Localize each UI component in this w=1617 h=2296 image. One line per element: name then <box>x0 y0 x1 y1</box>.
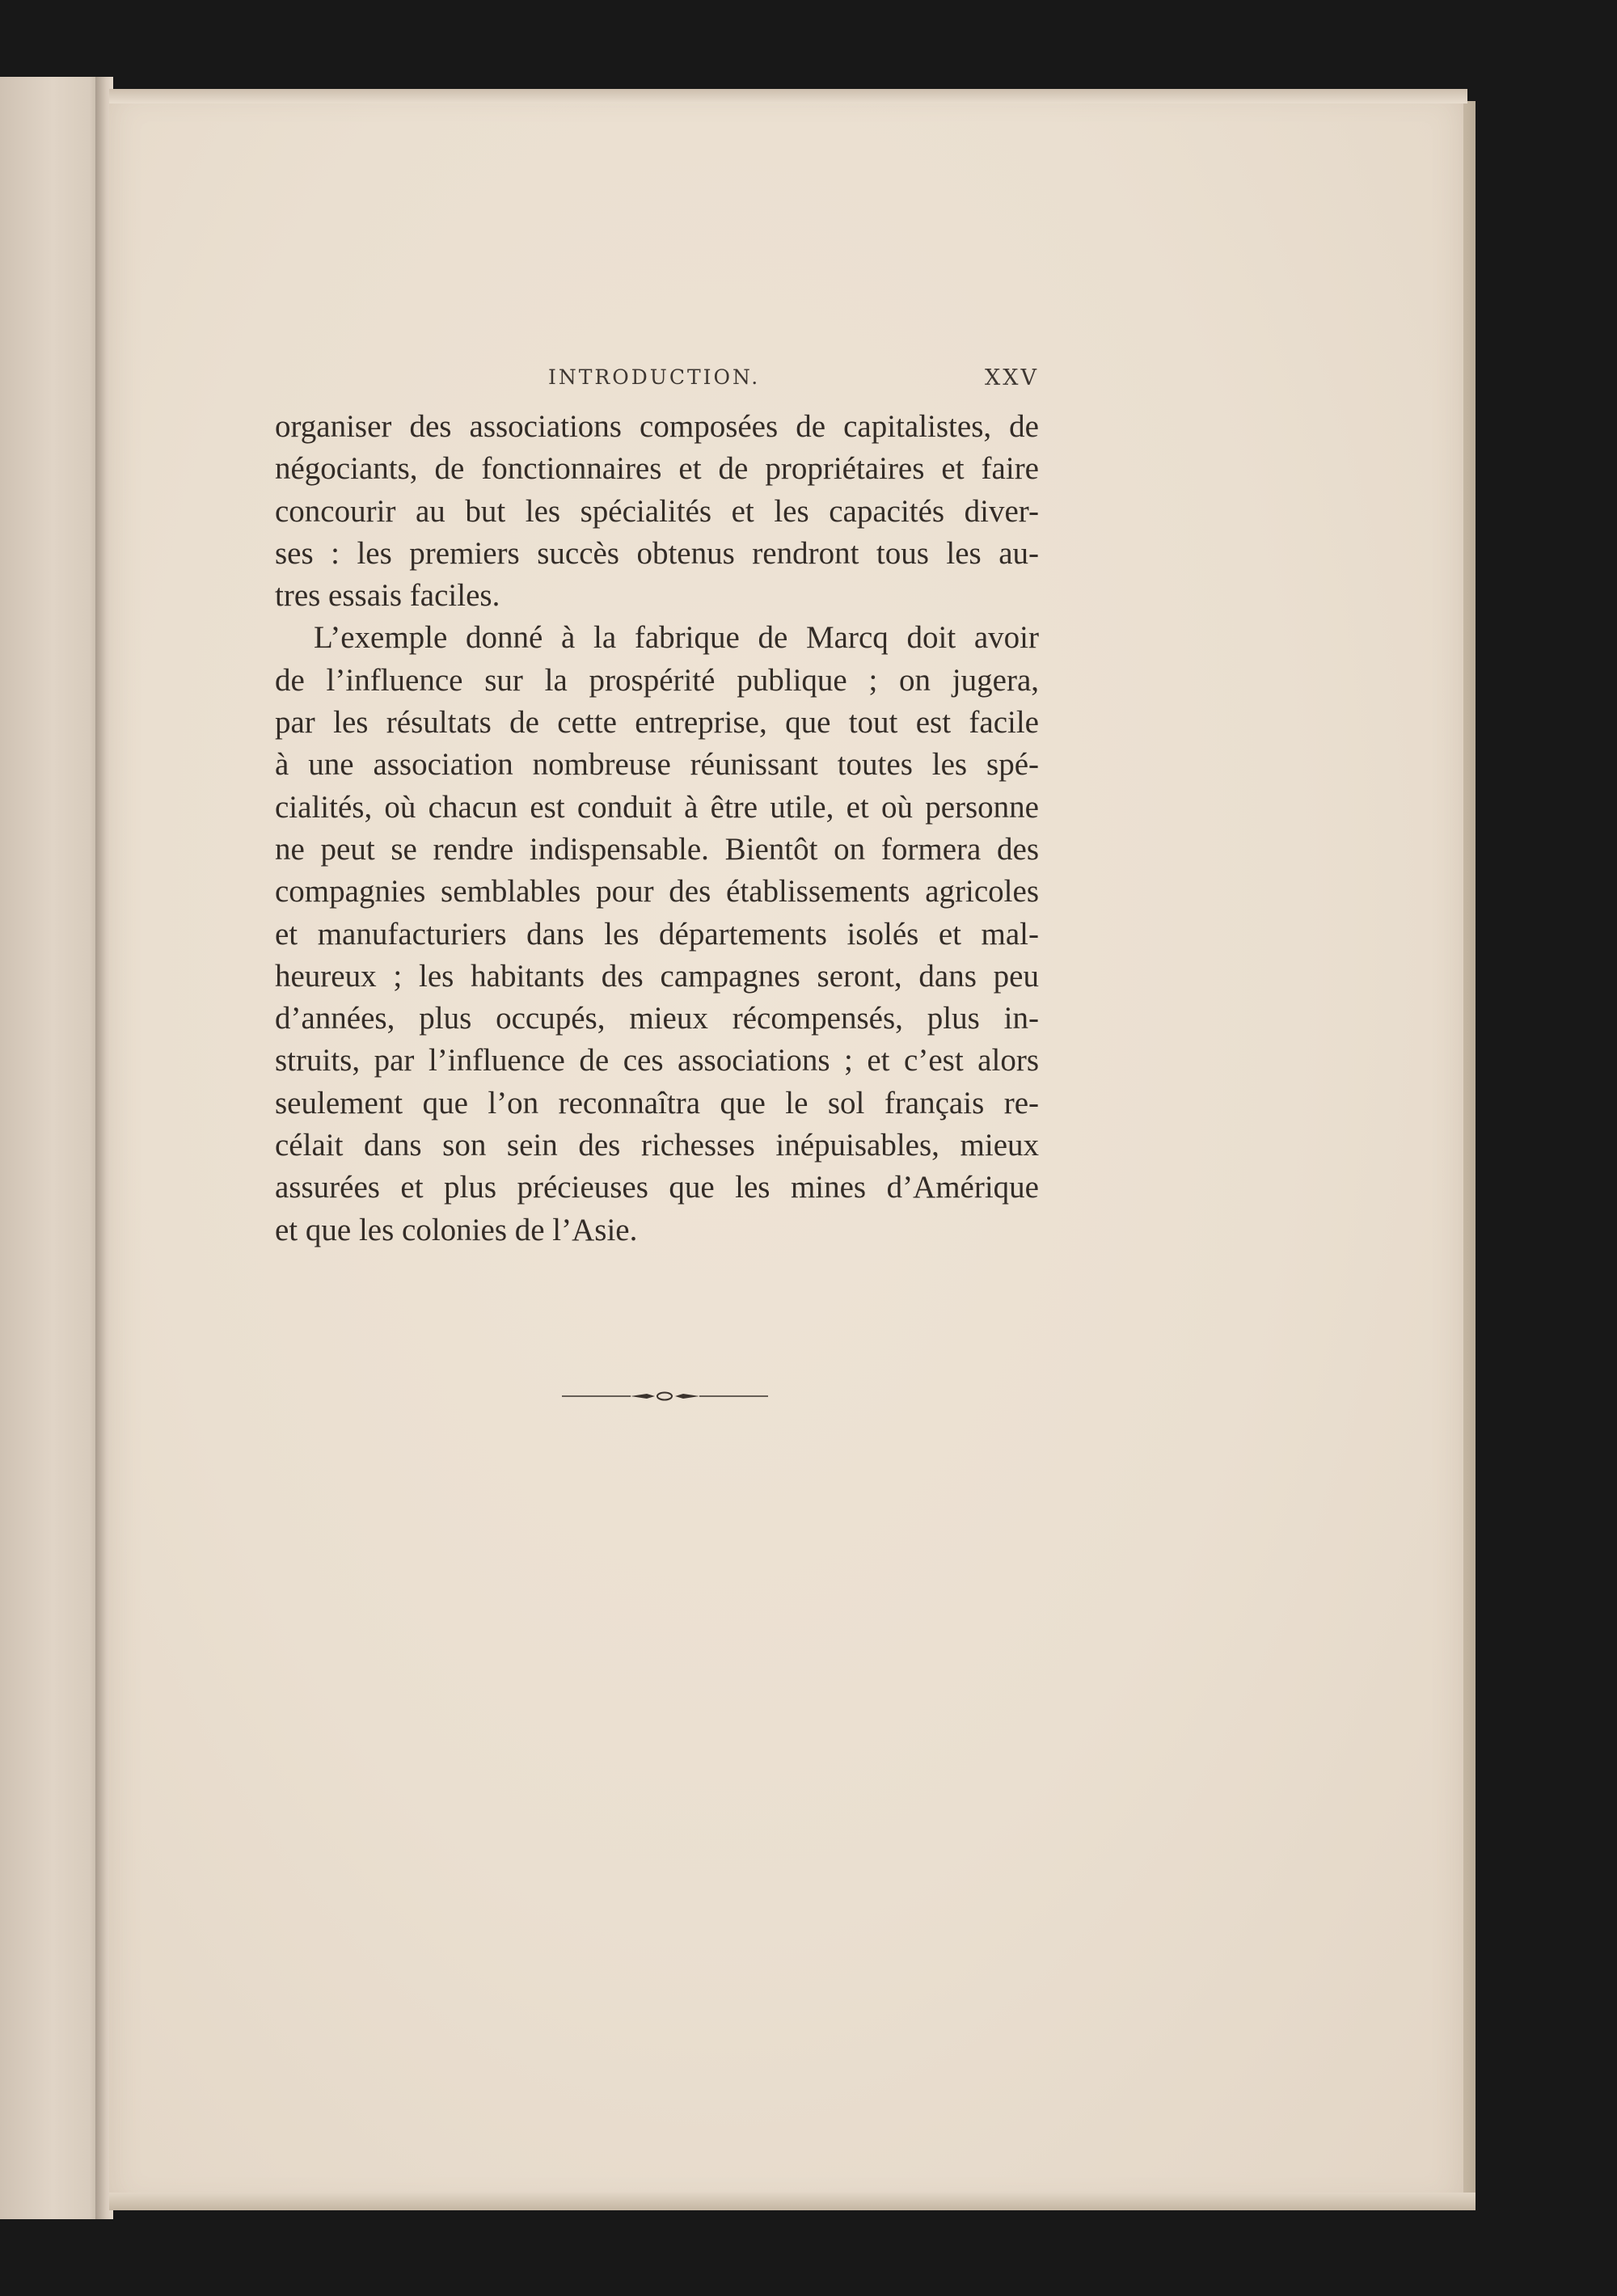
page-number: XXV <box>985 365 1039 390</box>
text-line: ne peut se rendre indispensable. Bientôt on formera des <box>275 831 1039 867</box>
page-bottom-edge <box>109 2193 1476 2210</box>
running-title: INTRODUCTION. <box>548 365 761 389</box>
text-line: concourir au but les spécialités et les capacités diver- <box>275 493 1039 529</box>
text-line: seulement que l’on reconnaîtra que le sol français re- <box>275 1085 1039 1121</box>
text-line: et que les colonies de l’Asie. <box>275 1212 638 1247</box>
text-line: heureux ; les habitants des campagnes seront, dans peu <box>275 958 1039 994</box>
text-line: cialités, où chacun est conduit à être utile, et où personne <box>275 789 1039 825</box>
text-line: à une association nombreuse réunissant toutes les spé- <box>275 747 1039 783</box>
body-text <box>275 406 1039 1251</box>
text-line: organiser des associations composées de capitalistes, de <box>275 409 1039 444</box>
text-line: de l’influence sur la prospérité publique ; on jugera, <box>275 662 1039 698</box>
text-line: d’années, plus occupés, mieux récompensés, plus in- <box>275 1001 1039 1036</box>
text-line: tres essais faciles. <box>275 578 500 614</box>
text-line: compagnies semblables pour des établissements agricoles <box>275 874 1039 910</box>
text-line: célait dans son sein des richesses inépuisables, mieux <box>275 1128 1039 1163</box>
text-line: et manufacturiers dans les départements isolés et mal- <box>275 916 1039 952</box>
left-page-edge <box>0 77 105 2219</box>
running-head <box>275 365 1039 398</box>
page-top-edge <box>109 89 1467 103</box>
text-line: négociants, de fonctionnaires et de propriétaires et faire <box>275 451 1039 487</box>
text-line: par les résultats de cette entreprise, que tout est facile <box>275 705 1039 741</box>
text-line: assurées et plus précieuses que les mines d’Amérique <box>275 1170 1039 1205</box>
end-ornament <box>562 1386 768 1406</box>
text-line: struits, par l’influence de ces associations ; et c’est alors <box>275 1043 1039 1078</box>
paragraph-start-line: L’exemple donné à la fabrique de Marcq doit avoir <box>314 620 1039 656</box>
text-line: ses : les premiers succès obtenus rendront tous les au- <box>275 535 1039 571</box>
